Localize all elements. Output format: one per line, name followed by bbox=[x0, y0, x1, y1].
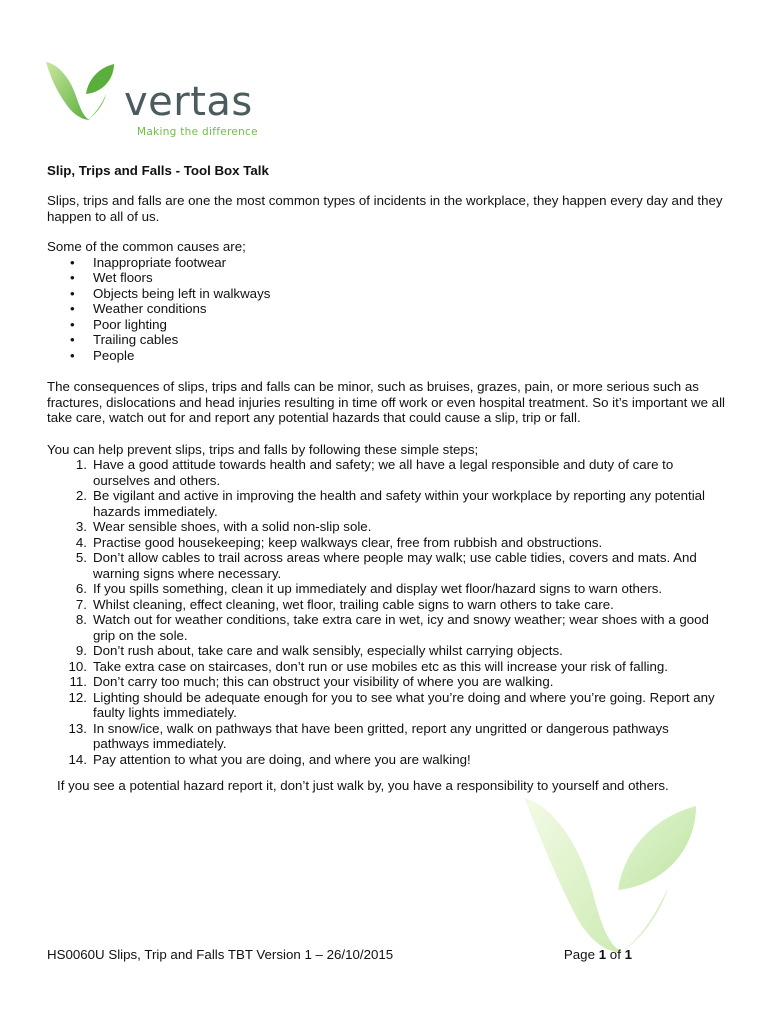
step-text: In snow/ice, walk on pathways that have been gritted, report any ungritted or dangerous pathways pathways immediately. bbox=[93, 720, 669, 751]
steps-intro: You can help prevent slips, trips and falls by following these simple steps; bbox=[47, 441, 479, 457]
list-item bbox=[68, 658, 727, 675]
step-number: 7. bbox=[75, 596, 87, 612]
page-number bbox=[564, 947, 632, 963]
step-text: Have a good attitude towards health and safety; we all have a legal responsible and duty of care to ourselves and others. bbox=[93, 457, 674, 488]
list-item: • Poor lighting bbox=[93, 317, 727, 333]
intro-paragraph: Slips, trips and falls are one the most common types of incidents in the workplace, they happen every day and they happen to all of us. bbox=[47, 193, 723, 224]
step-text: If you spills something, clean it up immediately and display wet floor/hazard signs to warn others. bbox=[93, 581, 663, 596]
step-text: Don’t rush about, take care and walk sensibly, especially whilst carrying objects. bbox=[93, 643, 563, 658]
list-item: • People bbox=[93, 348, 727, 364]
step-text: Be vigilant and active in improving the health and safety within your workplace by reporting any potential hazards immediately. bbox=[93, 488, 706, 519]
list-item: • Trailing cables bbox=[93, 332, 727, 348]
step-number: 5. bbox=[75, 550, 87, 565]
list-item bbox=[75, 596, 727, 613]
logo-wordmark: vertas bbox=[124, 79, 253, 125]
step-number: 10. bbox=[68, 658, 87, 674]
document-reference: HS0060U Slips, Trip and Falls TBT Version 1 – 26/10/2015 bbox=[47, 947, 394, 962]
step-number: 14. bbox=[68, 751, 87, 767]
list-item bbox=[75, 550, 727, 581]
step-number: 13. bbox=[68, 720, 87, 736]
list-item bbox=[75, 488, 727, 519]
list-item: • Objects being left in walkways bbox=[93, 286, 727, 302]
page-total: 1 bbox=[624, 947, 632, 962]
page-label: Page bbox=[563, 947, 595, 962]
list-item bbox=[68, 720, 727, 752]
document-body bbox=[47, 163, 727, 794]
steps-list bbox=[47, 457, 727, 767]
step-text: Whilst cleaning, effect cleaning, wet floor, trailing cable signs to warn others to take care. bbox=[93, 596, 614, 612]
logo-tagline: Making the difference bbox=[137, 126, 258, 138]
step-text: Practise good housekeeping; keep walkways clear, free from rubbish and obstructions. bbox=[93, 534, 603, 550]
list-item bbox=[75, 534, 727, 551]
step-number: 1. bbox=[75, 457, 87, 472]
list-item: • Inappropriate footwear bbox=[93, 255, 727, 271]
step-number: 9. bbox=[75, 643, 87, 658]
page-current: 1 bbox=[598, 947, 607, 962]
causes-list bbox=[47, 255, 727, 364]
step-text: Don’t allow cables to trail across areas where people may walk; use cable tidies, covers and mats. And warning signs where necessary. bbox=[93, 550, 697, 581]
step-text: Don’t carry too much; this can obstruct your visibility of where you are walking. bbox=[93, 674, 554, 689]
step-text: Lighting should be adequate enough for you to see what you’re doing and where you’re going. Report any faulty lights immediately. bbox=[93, 689, 715, 720]
page-of: of bbox=[609, 947, 621, 962]
list-item bbox=[75, 519, 727, 535]
list-item bbox=[75, 457, 727, 488]
list-item bbox=[75, 643, 727, 659]
step-text: Take extra case on staircases, don’t run or use mobiles etc as this will increase your risk of falling. bbox=[93, 658, 668, 674]
step-number: 11. bbox=[69, 674, 87, 689]
step-number: 8. bbox=[75, 612, 87, 627]
list-item bbox=[69, 674, 727, 690]
step-number: 3. bbox=[75, 519, 87, 534]
list-item bbox=[68, 689, 727, 721]
step-number: 2. bbox=[75, 488, 87, 503]
list-item bbox=[75, 581, 727, 597]
consequences-paragraph: The consequences of slips, trips and falls can be minor, such as bruises, grazes, pain, or more serious such as fractures, dislocations and head injuries resulting in time off work or even hospital treatment. So it’s important we all take care, watch out for and report any potential hazards that could cause a slip, trip or fall. bbox=[47, 379, 725, 425]
list-item: • Wet floors bbox=[93, 270, 727, 286]
causes-intro: Some of the common causes are; bbox=[47, 239, 246, 254]
step-number: 12. bbox=[68, 689, 87, 705]
leaf-logo-icon bbox=[44, 60, 124, 122]
list-item: • Weather conditions bbox=[93, 301, 727, 317]
step-number: 6. bbox=[75, 581, 87, 596]
closing-statement: If you see a potential hazard report it, don’t just walk by, you have a responsibility to yourself and others. bbox=[57, 778, 669, 793]
step-text: Wear sensible shoes, with a solid non-slip sole. bbox=[93, 519, 372, 534]
step-text: Watch out for weather conditions, take extra care in wet, icy and snowy weather; wear shoes with a good grip on the sole. bbox=[93, 612, 709, 643]
leaf-watermark-icon bbox=[520, 790, 720, 960]
document-title: Slip, Trips and Falls - Tool Box Talk bbox=[47, 163, 269, 178]
list-item bbox=[75, 612, 727, 643]
step-text: Pay attention to what you are doing, and where you are walking! bbox=[93, 751, 471, 767]
list-item bbox=[68, 751, 727, 768]
step-number: 4. bbox=[75, 534, 87, 550]
vertas-logo bbox=[44, 60, 284, 144]
